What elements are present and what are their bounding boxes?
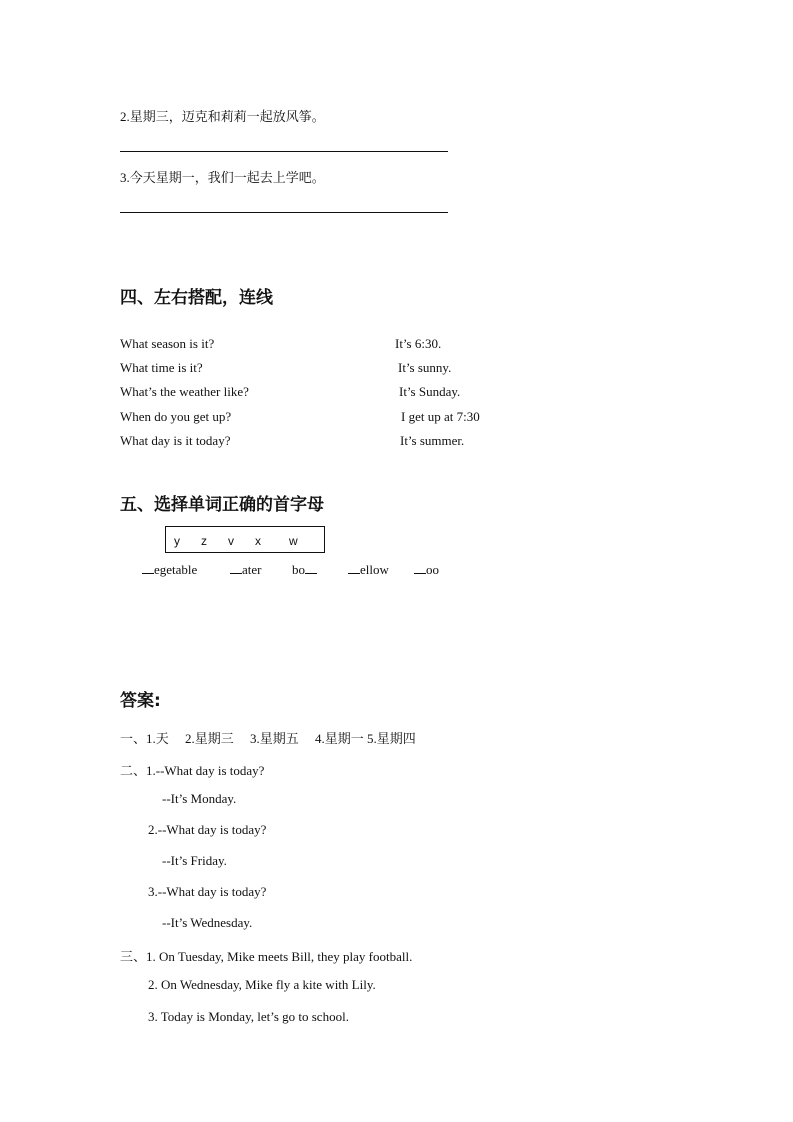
fill-blank[interactable] <box>305 562 317 574</box>
answer-line-1: 一、1.天 2.星期三 3.星期五 4.星期一 5.星期四 <box>120 731 416 746</box>
section-heading-matching: 四、左右搭配，连线 <box>120 288 273 308</box>
answer-line-2: 二、1.--What day is today? <box>120 763 265 778</box>
answer-line <box>120 212 448 213</box>
answer-right: It’s Sunday. <box>399 384 461 399</box>
letter-option: w <box>289 534 298 548</box>
answer-line-3: --It’s Monday. <box>162 791 237 806</box>
fill-blank[interactable] <box>142 562 154 574</box>
fill-blank[interactable] <box>414 562 426 574</box>
question-left: What time is it? <box>120 360 203 375</box>
letter-option: y <box>174 534 180 548</box>
question-left: What’s the weather like? <box>120 384 249 399</box>
question-left: What season is it? <box>120 336 215 351</box>
answer-right: I get up at 7:30 <box>401 409 480 424</box>
word-blank-item: ellow <box>348 562 389 578</box>
sentence-item-2: 2.星期三，迈克和莉莉一起放风筝。 <box>120 109 325 124</box>
word-blank-item: egetable <box>142 562 197 578</box>
answer-right: It’s 6:30. <box>395 336 442 351</box>
word-blank-item: bo <box>292 562 317 578</box>
word-blank-item: oo <box>414 562 439 578</box>
sentence-item-3: 3.今天星期一，我们一起去上学吧。 <box>120 170 325 185</box>
question-left: What day is it today? <box>120 433 231 448</box>
answer-line-5: --It’s Friday. <box>162 853 227 868</box>
answer-line-7: --It’s Wednesday. <box>162 915 253 930</box>
fill-blank[interactable] <box>230 562 242 574</box>
fill-blank[interactable] <box>348 562 360 574</box>
answer-line <box>120 151 448 152</box>
answer-line-8: 三、1. On Tuesday, Mike meets Bill, they play football. <box>120 949 413 964</box>
word-blank-item: ater <box>230 562 261 578</box>
section-heading-initials: 五、选择单词正确的首字母 <box>120 495 324 515</box>
answers-heading: 答案: <box>120 691 161 711</box>
answer-right: It’s summer. <box>400 433 465 448</box>
answer-line-6: 3.--What day is today? <box>148 884 267 899</box>
letters-box <box>165 526 325 553</box>
answer-line-9: 2. On Wednesday, Mike fly a kite with Lily. <box>148 977 376 992</box>
answer-right: It’s sunny. <box>398 360 452 375</box>
letter-option: x <box>255 534 261 548</box>
letter-option: z <box>201 534 207 548</box>
question-left: When do you get up? <box>120 409 232 424</box>
letter-option: v <box>228 534 234 548</box>
answer-line-10: 3. Today is Monday, let’s go to school. <box>148 1009 349 1024</box>
answer-line-4: 2.--What day is today? <box>148 822 267 837</box>
